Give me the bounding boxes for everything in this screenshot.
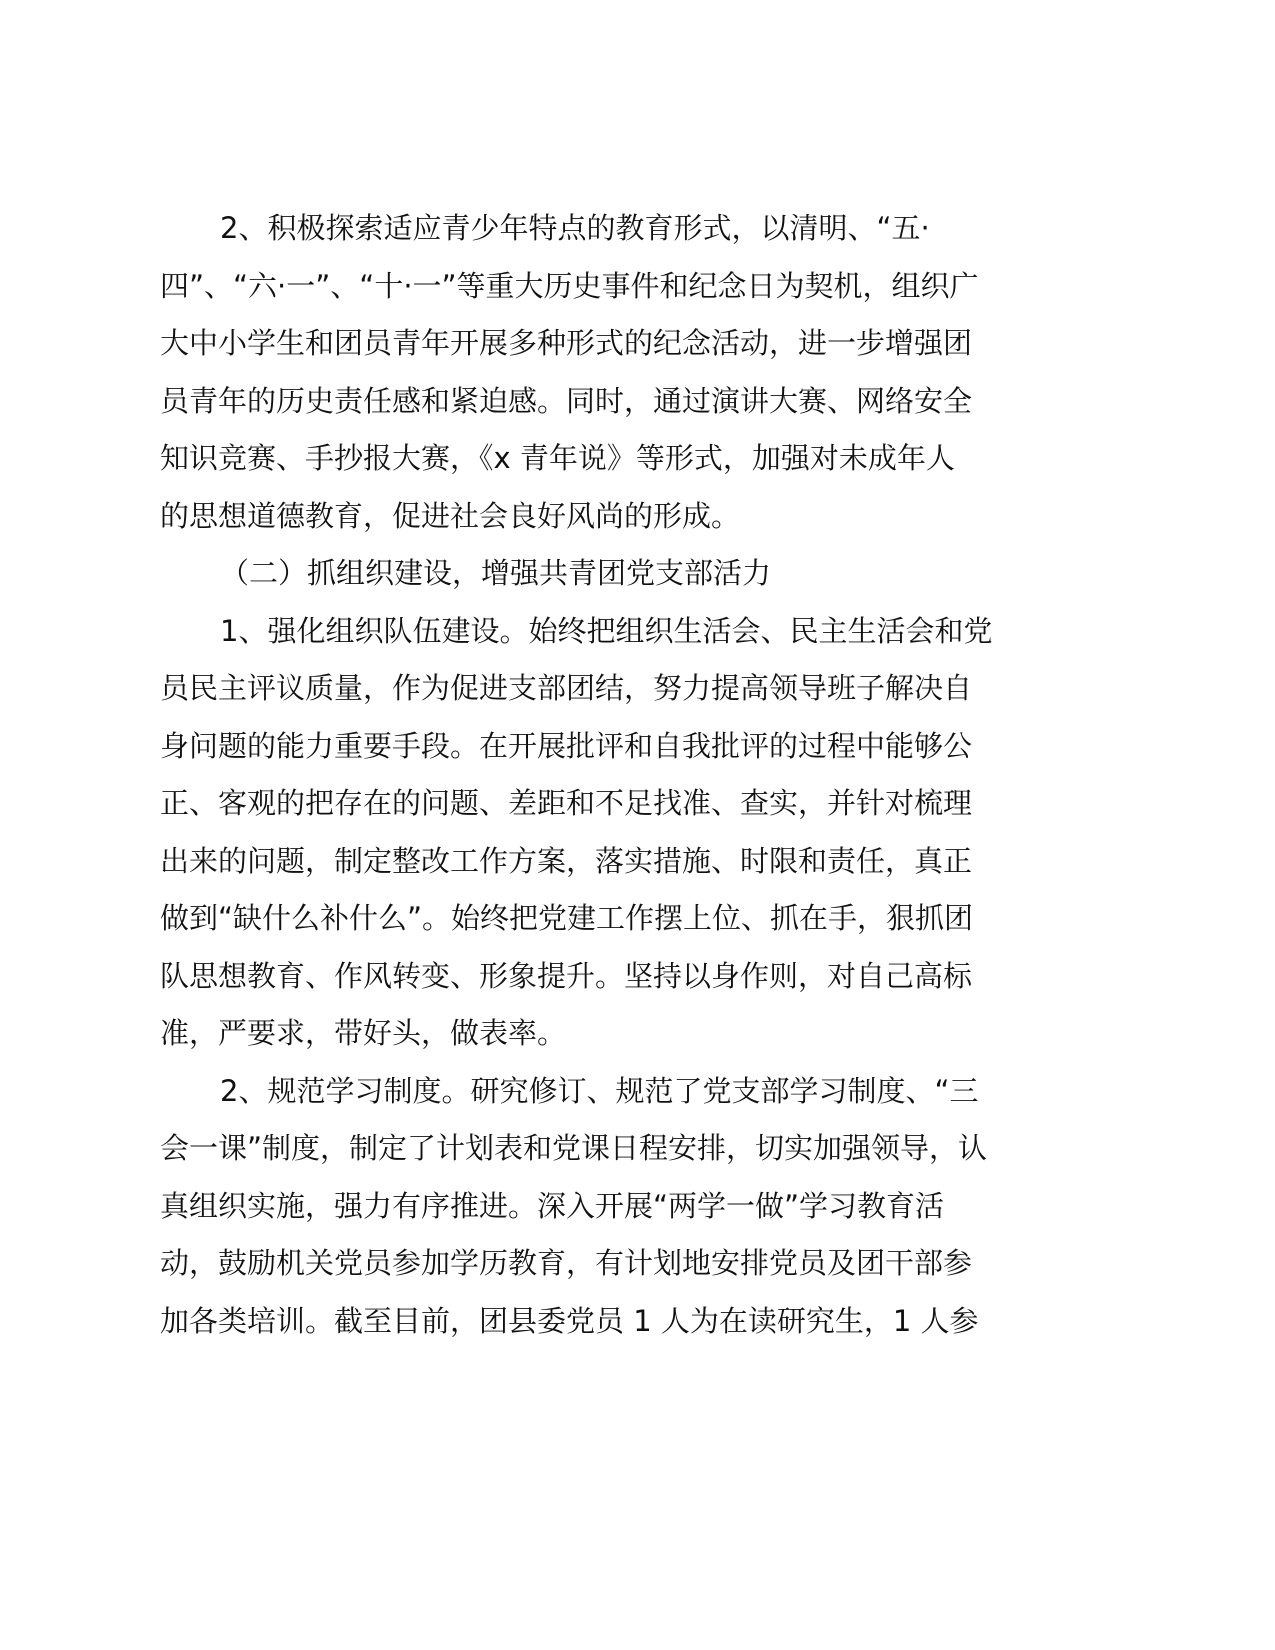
paragraph-1-line-1: 2、积极探索适应青少年特点的教育形式，以清明、“五·	[220, 211, 930, 245]
paragraph-3-line-2: 会一课”制度，制定了计划表和党课日程安排，切实加强领导，认	[160, 1131, 988, 1165]
paragraph-2-line-8: 准，严要求，带好头，做表率。	[160, 1016, 567, 1050]
paragraph-3-line-5: 加各类培训。截至目前，团县委党员 1 人为在读研究生，1 人参	[160, 1303, 979, 1338]
paragraph-2-line-2: 员民主评议质量，作为促进支部团结，努力提高领导班子解决自	[160, 671, 973, 705]
paragraph-1-line-2: 四”、“六·一”、“十·一”等重大历史事件和纪念日为契机，组织广	[160, 268, 979, 303]
paragraph-3-line-1: 2、规范学习制度。研究修订、规范了党支部学习制度、“三	[220, 1073, 979, 1108]
paragraph-1-line-6: 的思想道德教育，促进社会良好风尚的形成。	[160, 498, 741, 533]
paragraph-1-line-4: 员青年的历史责任感和紧迫感。同时，通过演讲大赛、网络安全	[160, 383, 973, 418]
document-body	[160, 200, 1090, 1350]
paragraph-2-line-7: 队思想教育、作风转变、形象提升。坚持以身作则，对自己高标	[160, 958, 973, 993]
paragraph-2-line-6: 做到“缺什么补什么”。始终把党建工作摆上位、抓在手，狠抓团	[160, 901, 974, 935]
paragraph-2-line-1: 1、强化组织队伍建设。始终把组织生活会、民主生活会和党	[220, 613, 993, 648]
paragraph-2-line-5: 出来的问题，制定整改工作方案，落实措施、时限和责任，真正	[160, 843, 973, 878]
paragraph-1-line-3: 大中小学生和团员青年开展多种形式的纪念活动，进一步增强团	[160, 326, 973, 360]
section-heading: （二）抓组织建设，增强共青团党支部活力	[220, 556, 772, 590]
paragraph-3-line-3: 真组织实施，强力有序推进。深入开展“两学一做”学习教育活	[160, 1188, 945, 1223]
paragraph-2-line-3: 身问题的能力重要手段。在开展批评和自我批评的过程中能够公	[160, 728, 973, 763]
paragraph-2-line-4: 正、客观的把存在的问题、差距和不足找准、查实，并针对梳理	[160, 786, 973, 820]
paragraph-1-line-5: 知识竞赛、手抄报大赛，《x 青年说》等形式，加强对未成年人	[160, 441, 955, 475]
paragraph-3-line-4: 动，鼓励机关党员参加学历教育，有计划地安排党员及团干部参	[160, 1246, 973, 1280]
